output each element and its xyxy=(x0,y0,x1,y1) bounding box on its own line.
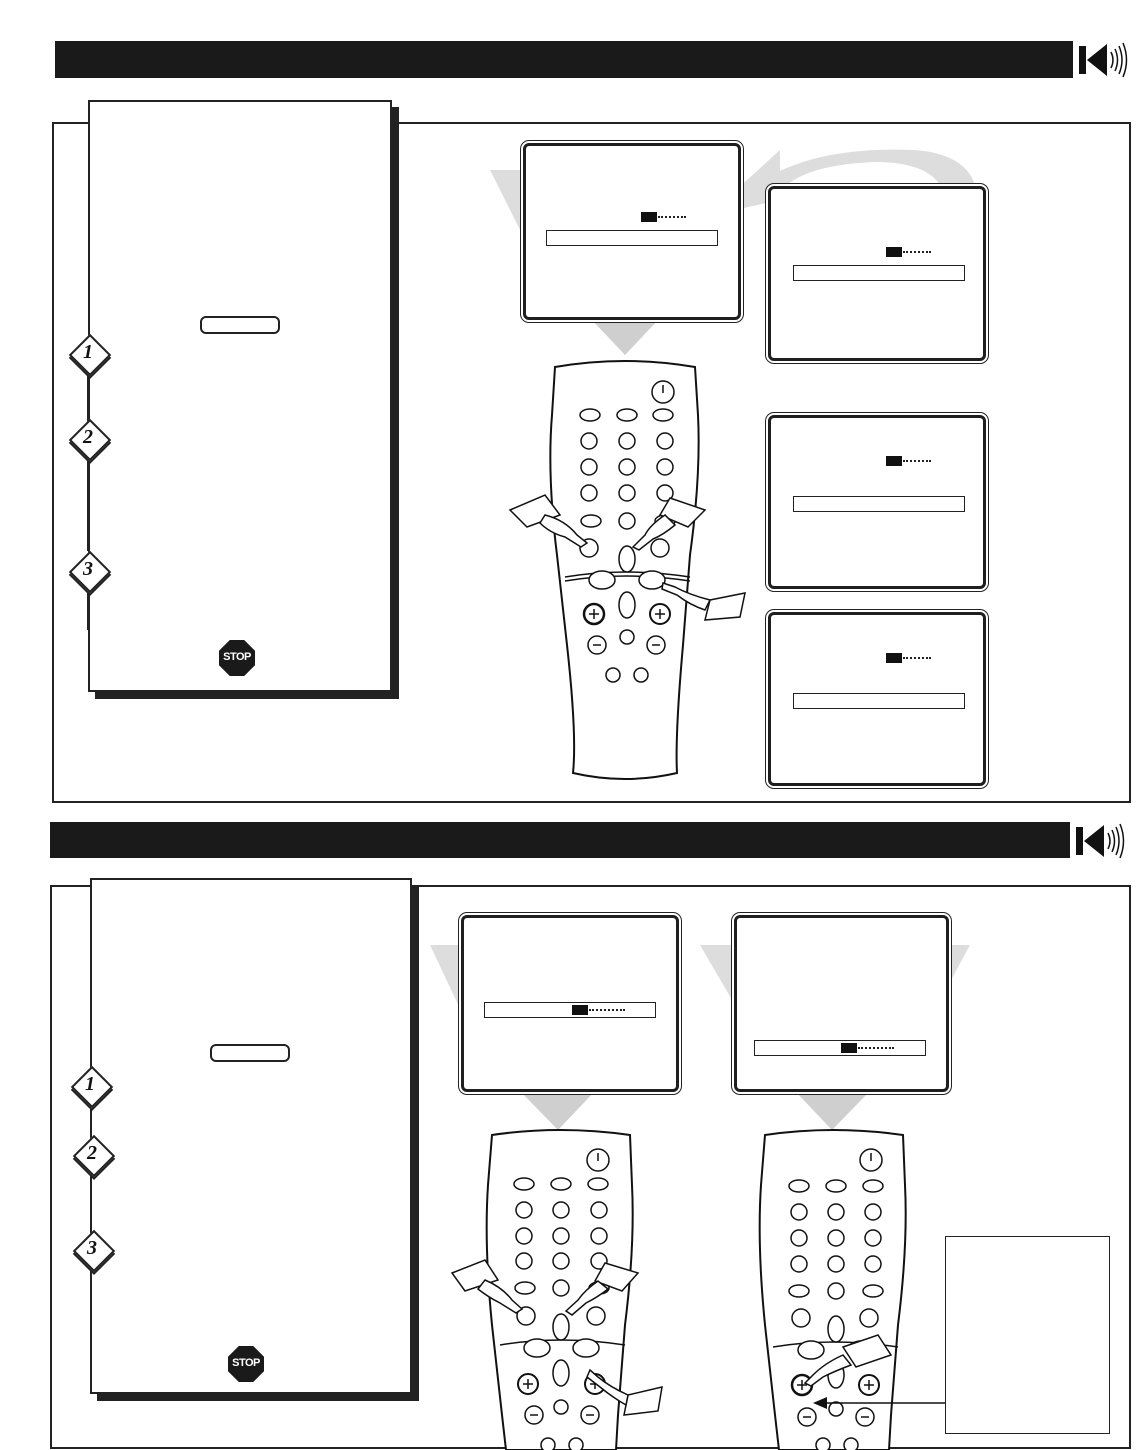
section2-header-bar xyxy=(50,822,1070,858)
section1-step-2-badge: 2 xyxy=(70,420,106,456)
section1-step-connector xyxy=(87,590,89,630)
speaker-sound-icon xyxy=(1074,821,1134,861)
remote-control-icon xyxy=(505,355,755,785)
remote-control-icon xyxy=(713,1125,963,1450)
section1-instruction-panel xyxy=(88,100,392,692)
speaker-sound-icon xyxy=(1077,40,1137,80)
section1-tv-screen-c xyxy=(768,612,986,786)
stop-sign-icon: STOP xyxy=(228,1346,264,1382)
section2-instruction-panel xyxy=(90,878,412,1394)
section1-tv-screen-a xyxy=(768,186,986,361)
section1-step-3-badge: 3 xyxy=(70,552,106,588)
section2-step-connector xyxy=(90,1268,92,1358)
section2-tv-screen-b xyxy=(734,915,949,1092)
highlighted-menu-row xyxy=(793,496,965,512)
section1-tv-screen-b xyxy=(768,415,986,589)
section2-step-connector xyxy=(90,1172,92,1230)
section2-step-3-badge: 3 xyxy=(74,1231,110,1267)
highlighted-menu-row xyxy=(793,693,965,709)
section1-step-1-badge: 1 xyxy=(70,335,106,371)
highlighted-menu-row xyxy=(546,230,718,246)
stop-sign-icon: STOP xyxy=(219,640,255,676)
section2-step-2-badge: 2 xyxy=(74,1136,110,1172)
section1-tv-screen-main xyxy=(523,143,741,320)
section1-menu-button-graphic xyxy=(200,316,280,334)
side-note-box xyxy=(945,1236,1110,1434)
section2-menu-button-graphic xyxy=(210,1044,290,1062)
section2-tv-screen-a xyxy=(461,915,679,1092)
highlighted-menu-row xyxy=(484,1002,656,1018)
highlighted-menu-row xyxy=(793,265,965,281)
section2-step-1-badge: 1 xyxy=(72,1067,108,1103)
remote-control-icon xyxy=(440,1125,690,1450)
highlighted-menu-row xyxy=(754,1040,926,1056)
section1-step-connector xyxy=(87,455,89,551)
section1-header-bar xyxy=(55,41,1073,78)
